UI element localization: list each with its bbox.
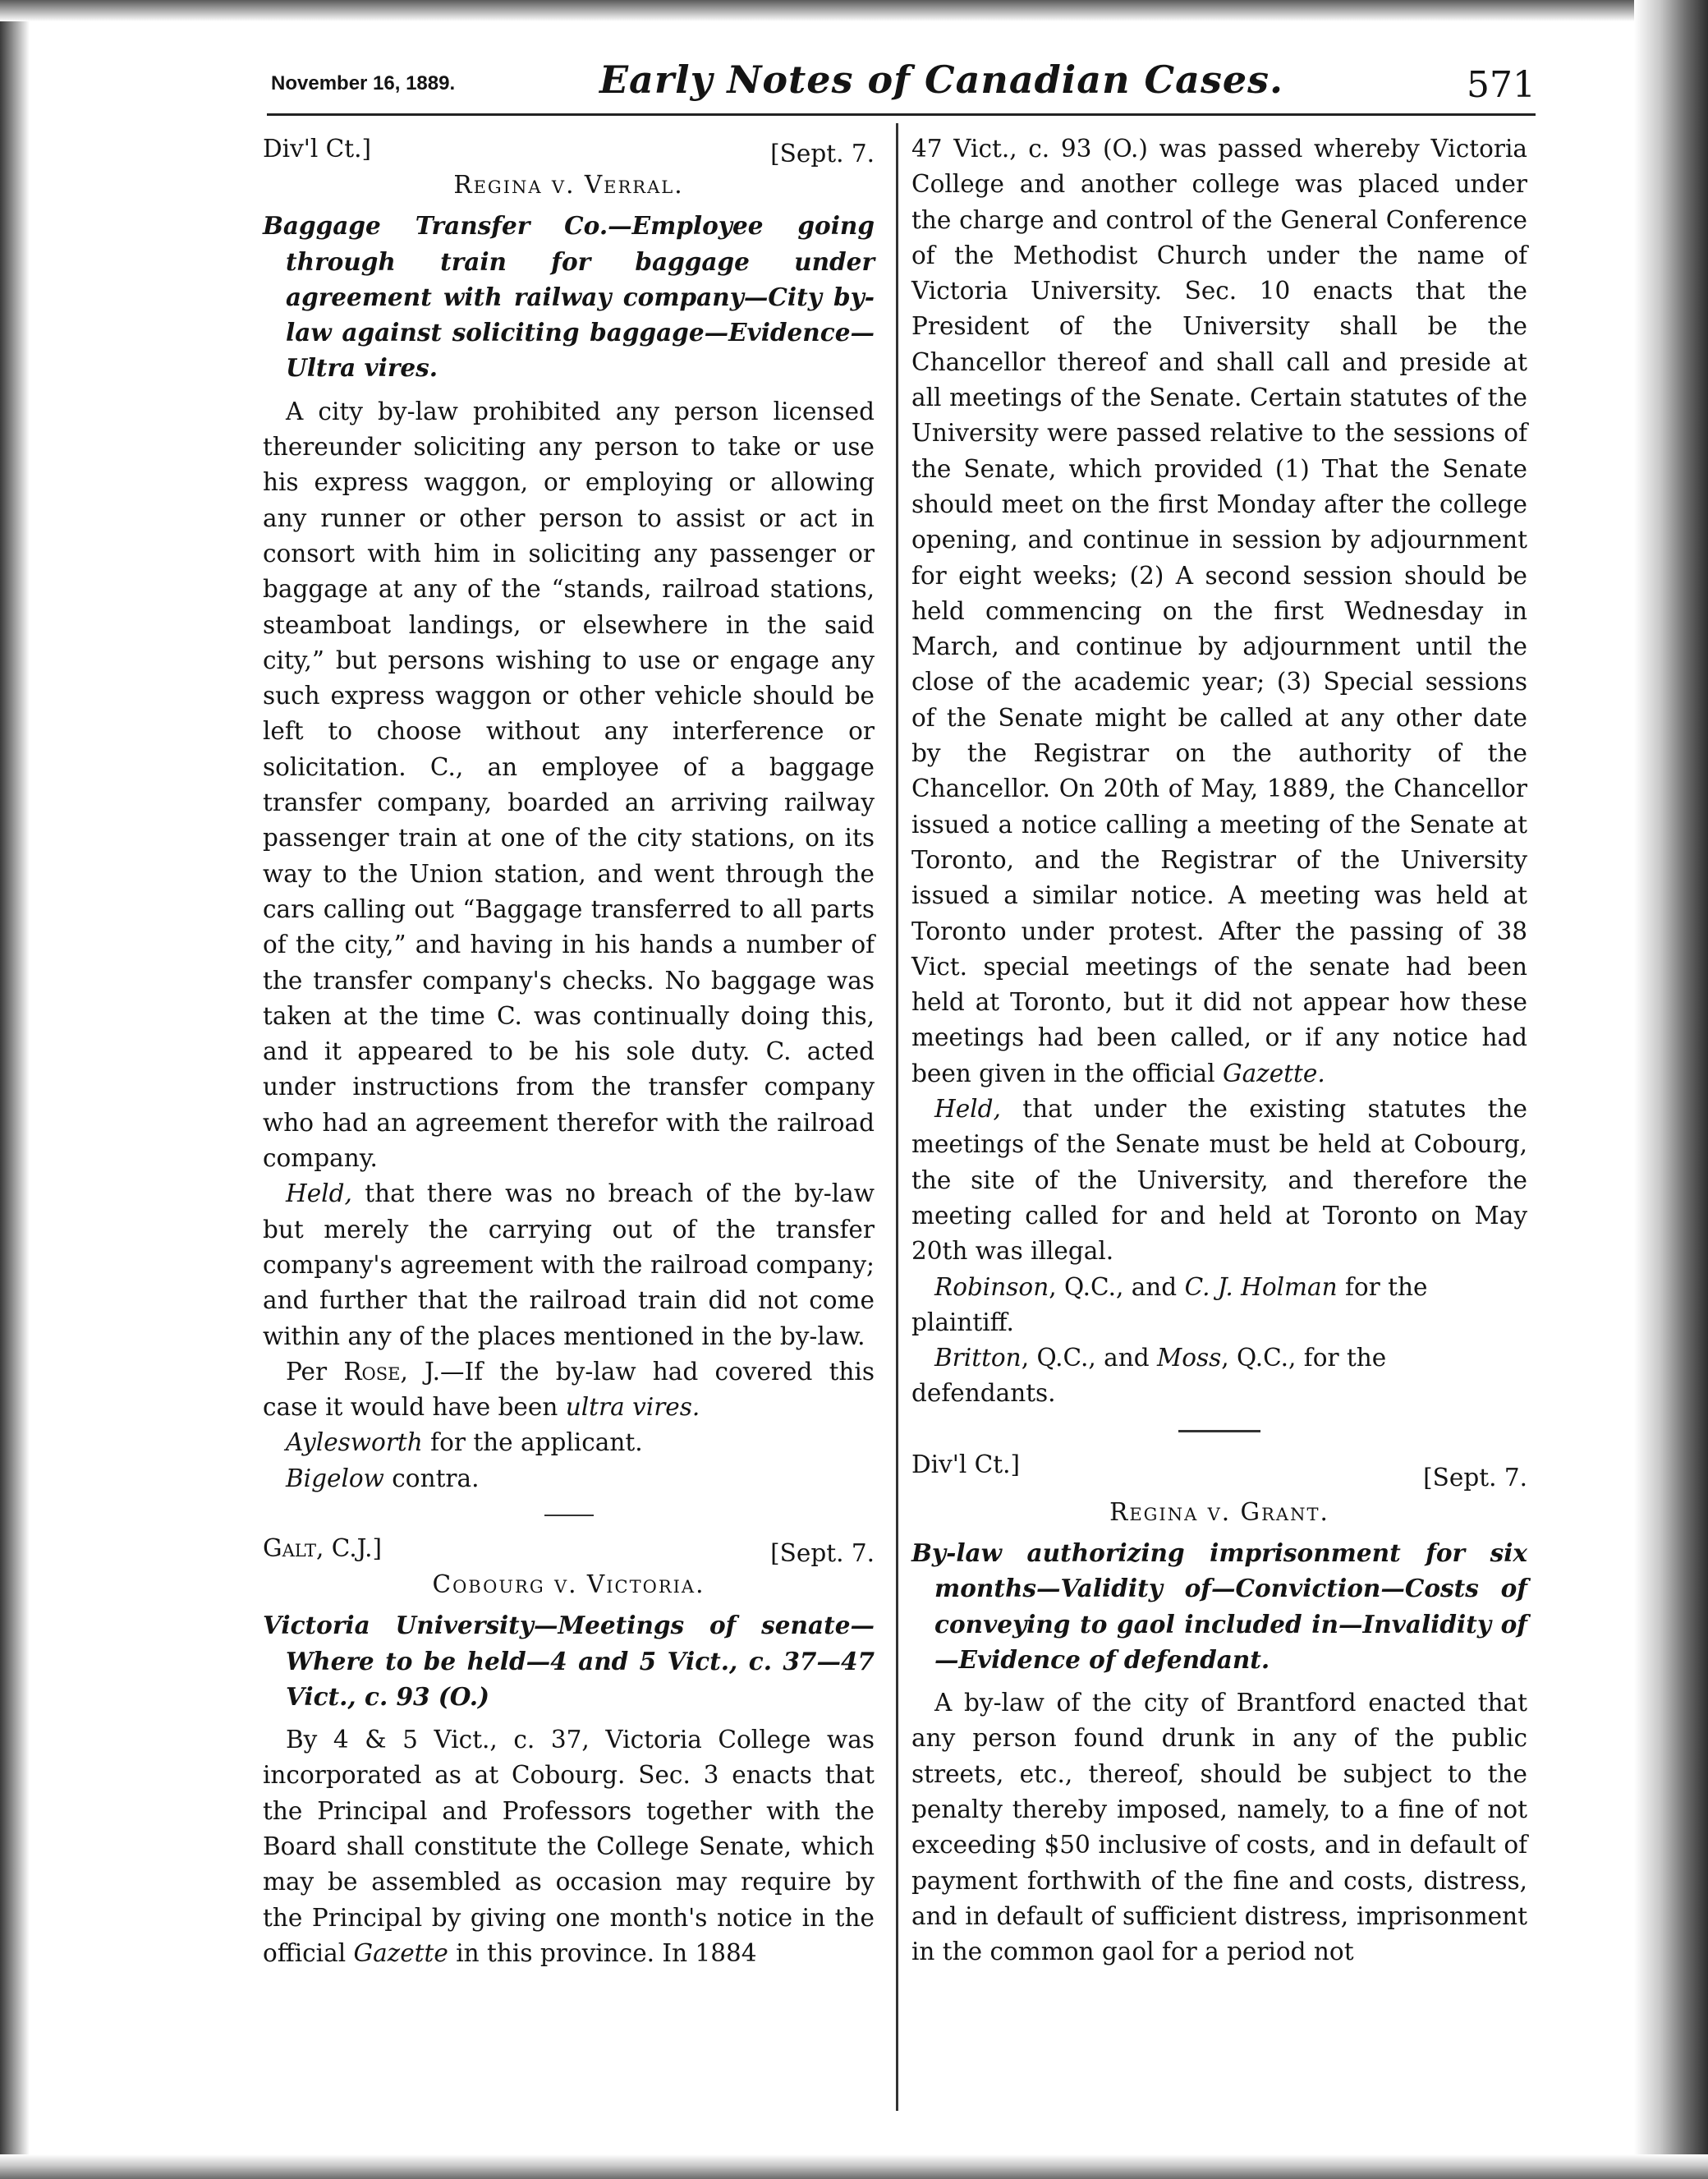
counsel-name: Britton <box>934 1344 1022 1372</box>
judge-name: Rose, J. <box>343 1357 440 1386</box>
scan-shadow-top <box>0 0 1708 21</box>
para-text: in this province. In 1884 <box>448 1938 757 1967</box>
counsel-line <box>263 1425 875 1460</box>
counsel-role: for the applicant. <box>422 1428 643 1457</box>
held-text: that under the existing statutes the meetings of the Senate must be held at Cobourg, the site of the University, and therefore the meeting called for and held at Toronto on May 20th was illegal. <box>911 1095 1527 1266</box>
headnote: Baggage Transfer Co.—Employee going through train for baggage under agreement with railway company—City by-law against soliciting baggage—Evidence—Ultra vires. <box>263 211 875 383</box>
counsel-line <box>263 1461 875 1496</box>
case-paragraph: A by-law of the city of Brantford enacted that any person found drunk in any of the public streets, etc., thereof, should be subject to the penalty thereby imposed, namely, to a fine of not exceeding $50 inclusive of costs, and in default of payment forthwith of the fine and costs, distress, and in default of sufficient distress, imprisonment in the common gaol for a period not <box>911 1689 1527 1966</box>
case-date: [Sept. 7. <box>770 1538 875 1567</box>
case-date: [Sept. 7. <box>1423 1463 1527 1492</box>
case-title-regina-v-verral: Regina v. Verral. <box>453 171 684 199</box>
per-text: —If the by-law had covered this case it would have been <box>263 1357 875 1422</box>
case-date: [Sept. 7. <box>770 140 875 168</box>
counsel-name: Aylesworth <box>286 1428 423 1457</box>
counsel-name: Moss <box>1157 1344 1222 1372</box>
counsel-line <box>911 1270 1527 1341</box>
counsel-name: Robinson <box>934 1272 1049 1301</box>
held-text: that there was no breach of the by-law but merely the carrying out of the transfer company's agreement with the railroad company; and further that the railroad train did not come within any of the places mentioned in the by-law. <box>263 1179 875 1350</box>
held-paragraph <box>911 1092 1527 1269</box>
case-paragraph <box>263 1722 875 1971</box>
left-column <box>263 131 875 1971</box>
per-judge-paragraph <box>263 1354 875 1426</box>
case-paragraph: A city by-law prohibited any person licensed thereunder soliciting any person to take or use his express waggon, or employing or allowing any runner or other person to assist or act in consort with him in soliciting any passenger or baggage at any of the “stands, railroad stations, steamboat landings, or elsewhere in the said city,” but persons wishing to use or engage any such express waggon or other vehicle should be left to choose without any interference or solicitation. C., an employee of a baggage transfer company, boarded an arriving railway passenger train at one of the city stations, on its way to the Union station, and went through the cars calling out “Baggage transferred to all parts of the city,” and having in his hands a number of the transfer company's checks. No baggage was taken at the time C. was continually doing this, and it appeared to be his sole duty. C. acted under instructions from the transfer company who had an agreement therefor with the railroad company. <box>263 397 875 1173</box>
court-label: Div'l Ct.] <box>263 135 371 163</box>
scan-shadow-right <box>1634 0 1708 2179</box>
held-paragraph <box>263 1176 875 1354</box>
counsel-joiner: , Q.C., and <box>1049 1272 1185 1301</box>
headnote: By-law authorizing imprisonment for six months—Validity of—Conviction—Costs of conveying to gaol included in—Invalidity of—Evidence of defendant. <box>911 1538 1527 1674</box>
case-court-line <box>263 131 875 168</box>
counsel-role: for the plaintiff. <box>911 1272 1428 1336</box>
case-title-cobourg-v-victoria: Cobourg v. Victoria. <box>432 1570 705 1598</box>
counsel-line <box>911 1340 1527 1412</box>
right-column <box>911 131 1527 1970</box>
counsel-role: contra. <box>383 1464 480 1492</box>
case-separator <box>1178 1430 1260 1432</box>
court-label: Galt, C.J.] <box>263 1533 383 1562</box>
header-rule <box>267 113 1536 116</box>
page-number: 571 <box>1467 64 1536 106</box>
ultra-vires: ultra vires. <box>565 1393 700 1422</box>
header-date: November 16, 1889. <box>271 72 456 94</box>
case-title-regina-v-grant: Regina v. Grant. <box>1109 1497 1329 1526</box>
case-court-line <box>263 1531 875 1567</box>
case-separator <box>544 1515 594 1516</box>
case-paragraph-continued <box>911 131 1527 1092</box>
held-word: Held, <box>934 1095 1001 1124</box>
page-header <box>271 57 1536 115</box>
gazette-word: Gazette. <box>1223 1059 1325 1087</box>
counsel-name: Bigelow <box>286 1464 384 1492</box>
scan-shadow-bottom <box>0 2154 1708 2179</box>
counsel-joiner: , Q.C., and <box>1021 1344 1158 1372</box>
held-word: Held, <box>286 1179 352 1208</box>
counsel-role: , Q.C., for the defendants. <box>911 1344 1387 1408</box>
para-text: By 4 & 5 Vict., c. 37, Victoria College was incorporated as at Cobourg. Sec. 3 enacts that the Principal and Professors together with the Board shall constitute the College Senate, which may be assembled as occasion may require by the Principal by giving one month's notice in the official <box>263 1726 875 1967</box>
per-prefix: Per <box>286 1357 344 1386</box>
column-divider <box>896 123 898 2111</box>
gazette-word: Gazette <box>353 1938 448 1967</box>
running-title: Early Notes of Canadian Cases. <box>599 57 1284 102</box>
headnote: Victoria University—Meetings of senate—Where to be held—4 and 5 Vict., c. 37—47 Vict., c. 93 (O.) <box>263 1611 875 1711</box>
case-court-line <box>911 1447 1527 1492</box>
scan-shadow-left <box>0 0 30 2179</box>
para-text: 47 Vict., c. 93 (O.) was passed whereby Victoria College and another college was placed under the charge and control of the General Conference of the Methodist Church under the name of Victoria University. Sec. 10 enacts that the President of the University shall be the Chancellor thereof and shall call and preside at all meetings of the Senate. Certain statutes of the University were passed relative to the sessions of the Senate, which provided (1) That the Senate should meet on the first Monday after the college opening, and continue in session by adjournment for eight weeks; (2) A second session should be held commencing on the first Wednesday in March, and continue by adjournment until the close of the academic year; (3) Special sessions of the Senate might be called at any other date by the Registrar on the authority of the Chancellor. On 20th of May, 1889, the Chancellor issued a notice calling a meeting of the Senate at Toronto, and the Registrar of the University issued a similar notice. A meeting was held at Toronto under protest. After the passing of 38 Vict. special meetings of the senate had been held at Toronto, but it did not appear how these meetings had been called, or if any notice had been given in the official <box>911 135 1527 1087</box>
counsel-name: C. J. Holman <box>1184 1272 1338 1301</box>
court-label: Div'l Ct.] <box>911 1450 1020 1478</box>
